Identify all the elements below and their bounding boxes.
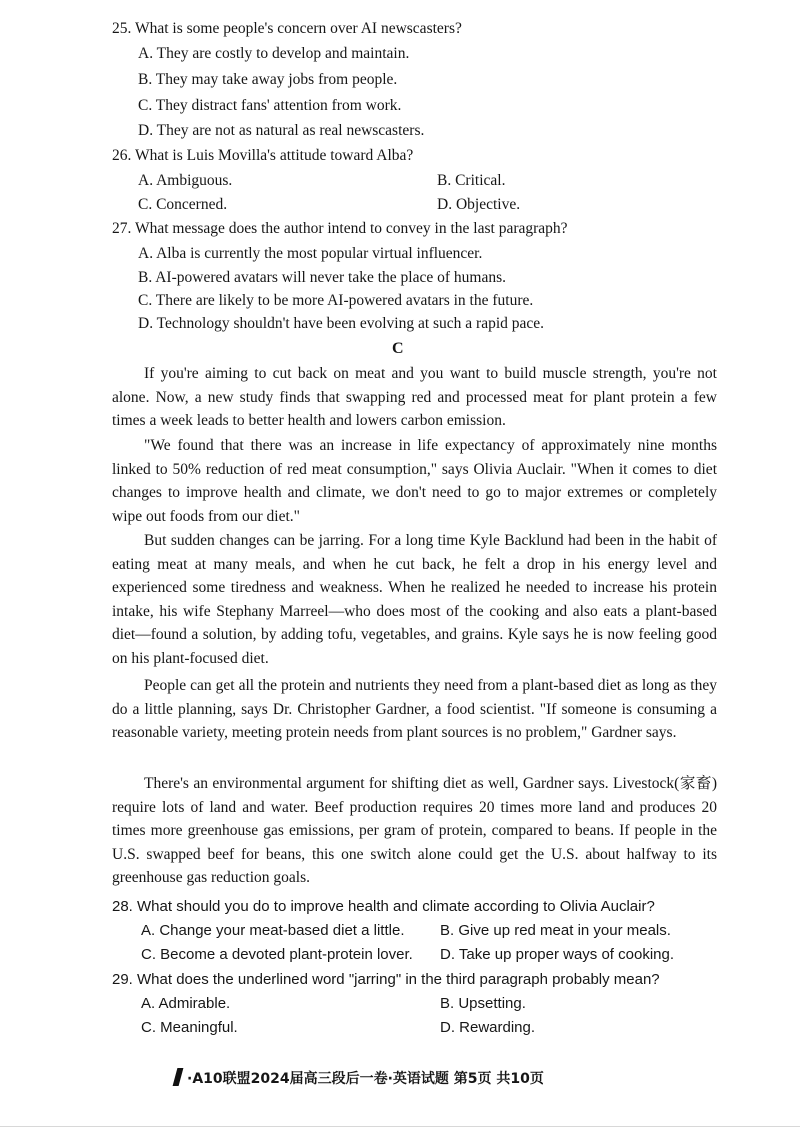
section-heading: C xyxy=(392,340,404,357)
passage-paragraph-2: "We found that there was an increase in life expectancy of approximately nine months linked to 50% reduction of red meat consumption," says Olivia Auclair. "When it comes to diet changes to improve health and climate, we don't need to go to major extremes or completely wipe out foods from our diet." xyxy=(112,437,717,525)
q29-option-b: B. Upsetting. xyxy=(440,995,526,1012)
q28-option-c: C. Become a devoted plant-protein lover. xyxy=(141,946,413,963)
q27-option-c: C. There are likely to be more AI-powered avatars in the future. xyxy=(138,292,534,309)
q25-option-a: A. They are costly to develop and maintain. xyxy=(138,45,410,62)
passage-paragraph-4: People can get all the protein and nutrients they need from a plant-based diet as long as they do a little planning, says Dr. Christopher Gardner, a food scientist. "If someone is consuming a reasonable variety, meeting protein needs from plant sources is no problem," Gardner says. xyxy=(112,677,717,742)
question-29-stem: 29. What does the underlined word "jarring" in the third paragraph probably mean? xyxy=(112,971,660,988)
question-28-stem: 28. What should you do to improve health and climate according to Olivia Auclair? xyxy=(112,898,655,915)
q29-option-a: A. Admirable. xyxy=(141,995,231,1012)
passage-paragraph-3: But sudden changes can be jarring. For a long time Kyle Backlund had been in the habit of eating meat at many meals, and when he cut back, he felt a drop in his energy level and experienced some tiredness and weakness. When he realized he needed to increase his protein intake, his wife Stephany Marreel—who does most of the cooking and also eats a plant-based diet—found a solution, by adding tofu, vegetables, and grains. Kyle says he is now feeling good on his plant-focused diet. xyxy=(112,532,717,667)
question-25-stem: 25. What is some people's concern over AI newscasters? xyxy=(112,20,462,37)
q28-option-a: A. Change your meat-based diet a little. xyxy=(141,922,405,939)
q26-option-a: A. Ambiguous. xyxy=(138,172,233,189)
q29-option-d: D. Rewarding. xyxy=(440,1019,536,1036)
q28-option-d: D. Take up proper ways of cooking. xyxy=(440,946,675,963)
q27-option-a: A. Alba is currently the most popular virtual influencer. xyxy=(138,245,483,262)
passage-paragraph-1: If you're aiming to cut back on meat and you want to build muscle strength, you're not alone. Now, a new study finds that swapping red and processed meat for plant protein a few times a week leads to better health and lowers carbon emission. xyxy=(112,365,717,430)
q26-option-d: D. Objective. xyxy=(437,196,521,213)
bottom-divider xyxy=(0,1126,800,1127)
page-footer xyxy=(175,1068,544,1088)
question-27-stem: 27. What message does the author intend to convey in the last paragraph? xyxy=(112,220,568,237)
q27-option-b: B. AI-powered avatars will never take the place of humans. xyxy=(138,269,506,286)
q25-option-c: C. They distract fans' attention from work. xyxy=(138,97,402,114)
q25-option-b: B. They may take away jobs from people. xyxy=(138,71,398,88)
q29-option-c: C. Meaningful. xyxy=(141,1019,238,1036)
footer-text: ·A10联盟2024届高三段后一卷·英语试题 第5页 共10页 xyxy=(187,1071,544,1087)
q25-option-d: D. They are not as natural as real newscasters. xyxy=(138,122,425,139)
q26-option-b: B. Critical. xyxy=(437,172,506,189)
question-26-stem: 26. What is Luis Movilla's attitude toward Alba? xyxy=(112,147,414,164)
q28-option-b: B. Give up red meat in your meals. xyxy=(440,922,671,939)
passage-paragraph-5: There's an environmental argument for shifting diet as well, Gardner says. Livestock(家畜) require lots of land and water. Beef production requires 20 times more land and produces 20 times more greenhouse gas emissions, per gram of protein, compared to beans. If people in the U.S. swapped beef for beans, this one switch alone could get the U.S. about halfway to its greenhouse gas reduction goals. xyxy=(112,775,717,887)
publisher-logo-icon xyxy=(173,1068,184,1086)
q27-option-d: D. Technology shouldn't have been evolving at such a rapid pace. xyxy=(138,315,545,332)
q26-option-c: C. Concerned. xyxy=(138,196,228,213)
